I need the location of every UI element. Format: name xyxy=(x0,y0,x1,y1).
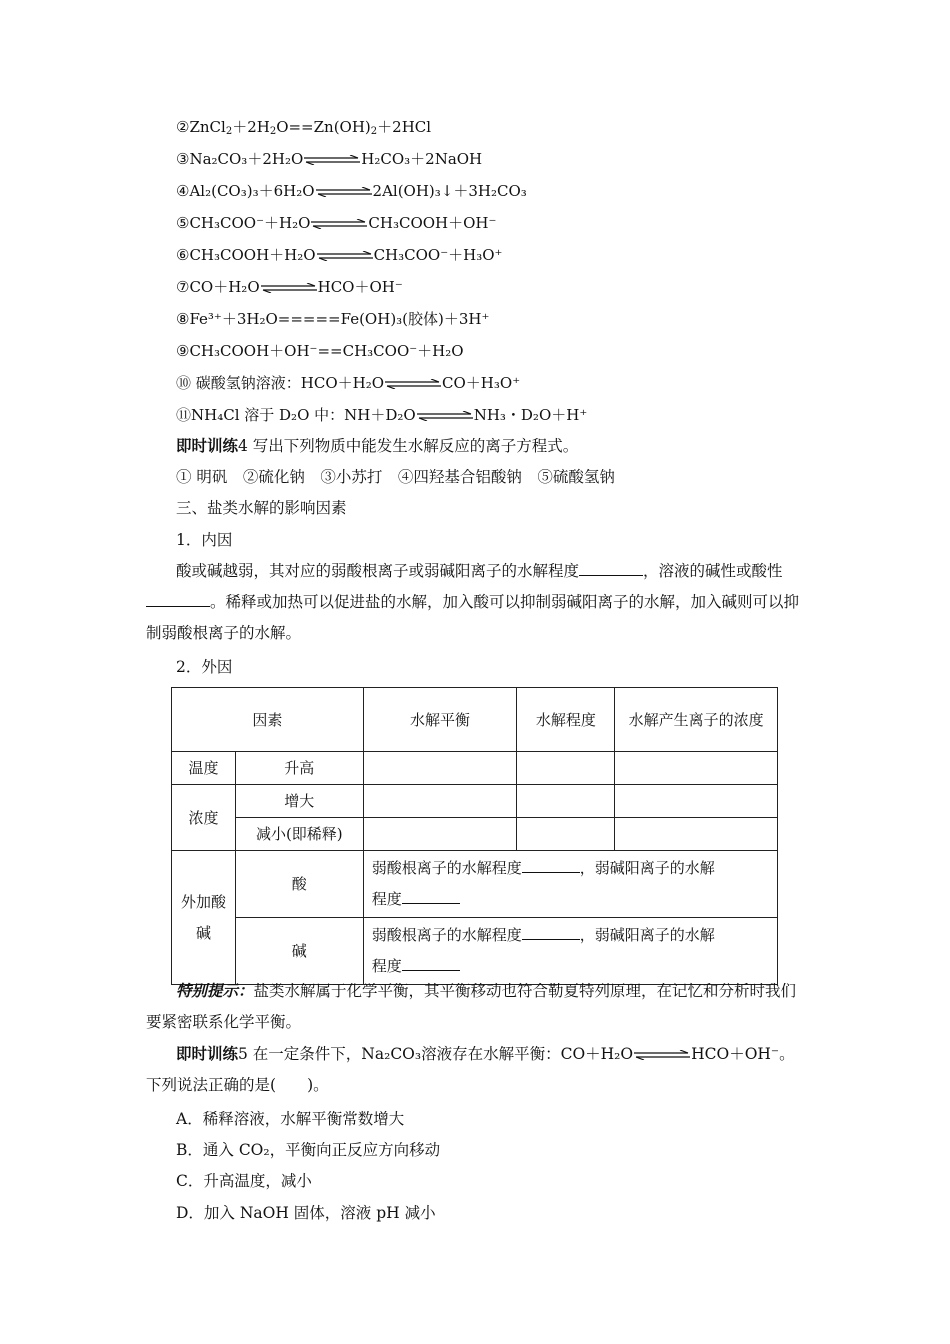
training-5-label: 即时训练 xyxy=(176,1044,239,1063)
equation-2: $②ZnCl_2+2H_2O==Zn(OH)_2+2HCl$ xyxy=(176,118,432,137)
training-4-label: 即时训练 xyxy=(176,436,239,455)
table-cell xyxy=(615,752,778,785)
equation-3-lhs: ③Na₂CO₃＋2H₂O xyxy=(176,150,304,168)
para-text-d: 。稀释或加热可以促进盐的水解，加入酸可以抑制弱碱阳离子的水解，加入 xyxy=(210,593,722,611)
effect-text-b: ，弱碱阳离子的水解 xyxy=(579,859,715,877)
reversible-arrow-icon xyxy=(261,283,317,293)
reversible-arrow-icon xyxy=(311,219,367,229)
equation-11 xyxy=(176,405,587,425)
reversible-arrow-icon xyxy=(316,187,372,197)
table-cell xyxy=(615,785,778,818)
para-text-e: 碱则可以抑制弱酸根离子的水解。 xyxy=(146,593,800,642)
section-3-internal-paragraph xyxy=(146,556,810,649)
option-c[interactable]: C．升高温度，减小 xyxy=(176,1172,312,1190)
section-3-sub1: 1．内因 xyxy=(176,531,233,549)
effect-text-b: ，弱碱阳离子的水解 xyxy=(579,926,715,944)
header-degree: 水解程度 xyxy=(517,688,615,752)
equation-3 xyxy=(176,149,482,169)
header-concentration: 水解产生离子的浓度 xyxy=(615,688,778,752)
table-cell xyxy=(517,785,615,818)
training-4-question xyxy=(176,436,578,456)
reversible-arrow-icon xyxy=(634,1050,690,1060)
para-text-c: 酸性 xyxy=(751,562,783,580)
para-text-b: ，溶液的碱性或 xyxy=(643,562,752,580)
row-conc-label: 浓度 xyxy=(172,785,236,851)
row-base: 碱 xyxy=(235,918,363,985)
row-conc-up: 增大 xyxy=(235,785,363,818)
training-5-text-b: HCO＋OH⁻。下列 xyxy=(146,1045,795,1094)
equation-5-lhs: ⑤CH₃COO⁻＋H₂O xyxy=(176,214,311,232)
fill-blank[interactable] xyxy=(402,887,460,904)
effect-text-a: 弱酸根离子的水解程度 xyxy=(371,926,522,944)
table-cell xyxy=(363,818,517,851)
equation-6-lhs: ⑥CH₃COOH＋H₂O xyxy=(176,246,316,264)
row-acid-effect xyxy=(363,851,777,918)
training-5-text-a: 5 在一定条件下，Na₂CO₃溶液存在水解平衡：CO＋H₂O xyxy=(238,1045,634,1063)
option-d[interactable]: D．加入 NaOH 固体，溶液 pH 减小 xyxy=(176,1204,436,1222)
para-text-a: 酸或碱越弱，其对应的弱酸根离子或弱碱阳离子的水解程度 xyxy=(176,562,580,580)
training-4-text: 4 写出下列物质中能发生水解反应的离子方程式。 xyxy=(238,437,579,455)
equation-6 xyxy=(176,245,502,265)
equation-10-lhs: ⑩ 碳酸氢钠溶液：HCO＋H₂O xyxy=(176,374,385,392)
effect-text-c: 程度 xyxy=(371,957,402,975)
equation-3-rhs: H₂CO₃＋2NaOH xyxy=(361,150,483,168)
reversible-arrow-icon xyxy=(385,379,441,389)
table-header-row xyxy=(172,688,778,752)
fill-blank[interactable] xyxy=(522,856,580,873)
tip-label: 特别提示： xyxy=(176,981,254,1000)
equation-5-rhs: CH₃COOH＋OH⁻ xyxy=(368,214,497,232)
fill-blank[interactable] xyxy=(522,923,580,940)
reversible-arrow-icon xyxy=(304,155,360,165)
training-4-items: ① 明矾 ②硫化钠 ③小苏打 ④四羟基合铝酸钠 ⑤硫酸氢钠 xyxy=(176,468,615,486)
equation-9-text: ⑨CH₃COOH＋OH⁻==CH₃COO⁻＋H₂O xyxy=(176,342,464,360)
table-cell xyxy=(517,752,615,785)
equation-10-rhs: CO＋H₃O⁺ xyxy=(442,374,521,392)
table-row xyxy=(172,752,778,785)
training-5-question xyxy=(146,1038,810,1101)
row-acid: 酸 xyxy=(235,851,363,918)
effect-text-a: 弱酸根离子的水解程度 xyxy=(371,859,522,877)
section-3-sub2: 2．外因 xyxy=(176,658,233,676)
equation-7-lhs: ⑦CO＋H₂O xyxy=(176,278,260,296)
equation-10 xyxy=(176,373,520,393)
fill-blank[interactable] xyxy=(579,559,643,576)
row-conc-down: 减小(即稀释) xyxy=(235,818,363,851)
table-row xyxy=(172,851,778,918)
equation-6-rhs: CH₃COO⁻＋H₃O⁺ xyxy=(373,246,503,264)
reversible-arrow-icon xyxy=(317,251,373,261)
training-5-text-c: 说法正确的是( )。 xyxy=(177,1076,329,1094)
factors-table xyxy=(171,687,778,985)
table-cell xyxy=(517,818,615,851)
row-acidbase-label: 外加酸碱 xyxy=(172,851,236,985)
header-equilibrium: 水解平衡 xyxy=(363,688,517,752)
table-cell xyxy=(363,752,517,785)
fill-blank[interactable] xyxy=(146,590,210,607)
section-3-title: 三、盐类水解的影响因素 xyxy=(176,499,347,517)
tip-text: 盐类水解属于化学平衡，其平衡移动也符合勒夏特列原理，在记忆和分析时我们要紧密联系化学平衡。 xyxy=(146,982,797,1031)
table-row xyxy=(172,818,778,851)
equation-11-lhs: ⑪NH₄Cl 溶于 D₂O 中：NH＋D₂O xyxy=(176,406,416,424)
fill-blank[interactable] xyxy=(402,954,460,971)
equation-7-rhs: HCO＋OH⁻ xyxy=(317,278,403,296)
header-factor: 因素 xyxy=(172,688,364,752)
option-b[interactable]: B．通入 CO₂，平衡向正反应方向移动 xyxy=(176,1141,441,1159)
equation-8-text: ⑧Fe³⁺＋3H₂O=====Fe(OH)₃(胶体)＋3H⁺ xyxy=(176,310,490,328)
row-temp-up: 升高 xyxy=(235,752,363,785)
equation-4 xyxy=(176,181,527,201)
reversible-arrow-icon xyxy=(417,411,473,421)
table-cell xyxy=(363,785,517,818)
table-row xyxy=(172,785,778,818)
table-cell xyxy=(615,818,778,851)
special-tip xyxy=(146,975,810,1038)
effect-text-c: 程度 xyxy=(371,890,402,908)
option-a[interactable]: A．稀释溶液，水解平衡常数增大 xyxy=(176,1110,405,1128)
equation-7 xyxy=(176,277,403,297)
row-temp-label: 温度 xyxy=(172,752,236,785)
equation-4-lhs: ④Al₂(CO₃)₃＋6H₂O xyxy=(176,182,315,200)
equation-11-rhs: NH₃・D₂O＋H⁺ xyxy=(473,406,588,424)
equation-4-rhs: 2Al(OH)₃↓＋3H₂CO₃ xyxy=(372,182,527,200)
equation-8 xyxy=(176,309,489,329)
equation-5 xyxy=(176,213,496,233)
equation-9 xyxy=(176,341,464,361)
